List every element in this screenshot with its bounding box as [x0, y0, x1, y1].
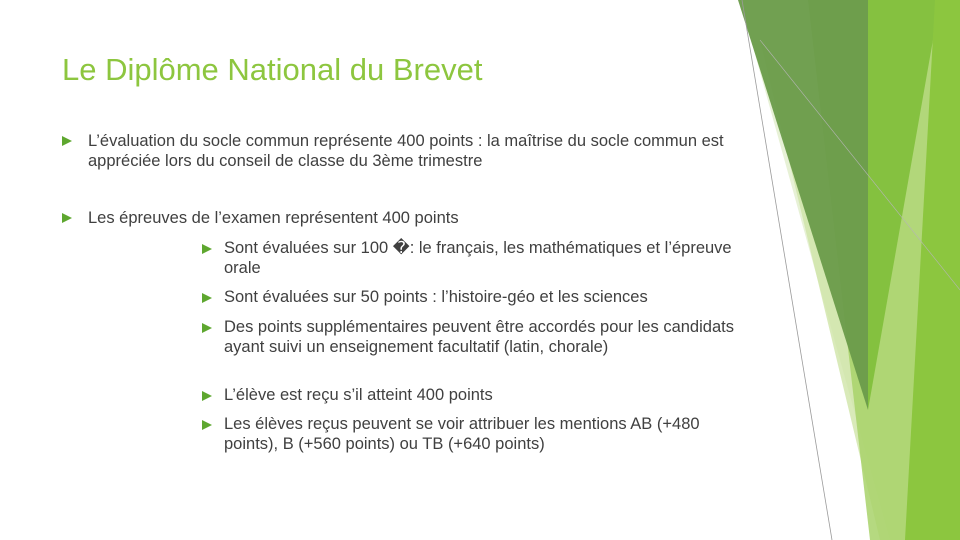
triangle-bullet-icon	[62, 213, 72, 223]
bullet-item	[62, 208, 742, 228]
bullet-text: Les épreuves de l’examen représentent 400 points	[88, 209, 459, 227]
sub-bullet-text: Les élèves reçus peuvent se voir attribuer les mentions AB (+480 points), B (+560 points) ou TB (+640 points)	[224, 415, 700, 453]
triangle-bullet-icon	[202, 244, 212, 254]
sub-bullet-item	[202, 385, 742, 405]
sub-bullet-item	[202, 238, 742, 278]
slide-title: Le Diplôme National du Brevet	[62, 52, 483, 87]
triangle-bullet-icon	[202, 293, 212, 303]
triangle-bullet-icon	[202, 420, 212, 430]
triangle-bullet-icon	[62, 136, 72, 146]
sub-bullet-text: L’élève est reçu s’il atteint 400 points	[224, 386, 493, 404]
sub-bullet-text: Sont évaluées sur 100 �: le français, les mathématiques et l’épreuve orale	[224, 239, 732, 277]
triangle-bullet-icon	[202, 391, 212, 401]
bullet-item	[62, 131, 742, 171]
sub-bullet-text: Sont évaluées sur 50 points : l’histoire-géo et les sciences	[224, 288, 648, 306]
bullet-text: L’évaluation du socle commun représente 400 points : la maîtrise du socle commun est appréciée lors du conseil de classe du 3ème trimestre	[88, 132, 724, 170]
sub-bullet-item	[202, 317, 742, 357]
decor-dark-triangle	[738, 0, 868, 410]
sub-bullet-item	[202, 414, 742, 454]
sub-bullet-item	[202, 287, 742, 307]
triangle-bullet-icon	[202, 323, 212, 333]
sub-bullet-text: Des points supplémentaires peuvent être accordés pour les candidats ayant suivi un enseignement facultatif (latin, chorale)	[224, 318, 734, 356]
